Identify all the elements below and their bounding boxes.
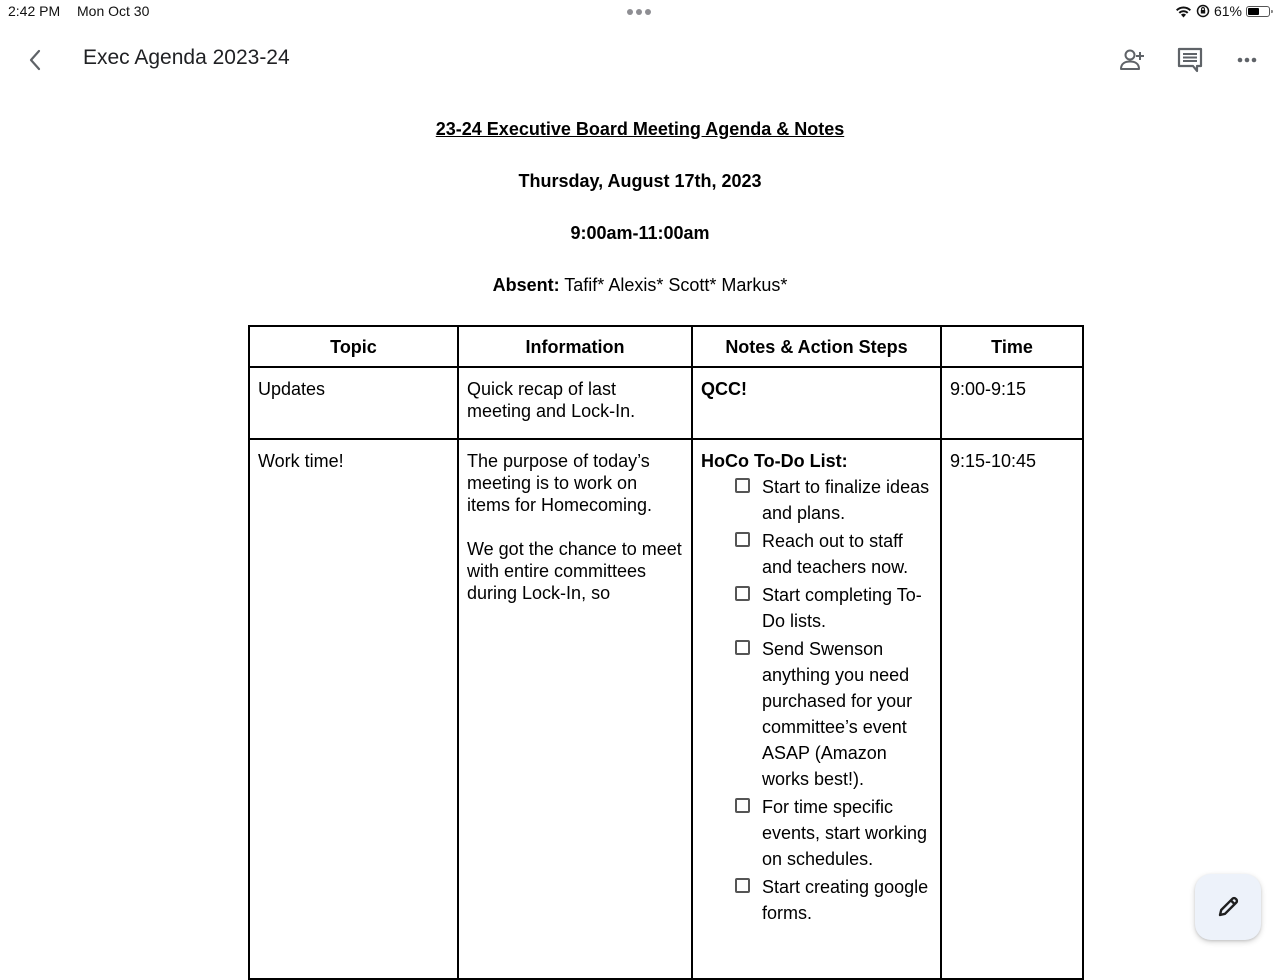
cell-topic: Work time!: [249, 439, 458, 979]
cell-information: Quick recap of last meeting and Lock-In.: [458, 367, 692, 439]
absent-label: Absent:: [492, 275, 560, 295]
header-time: Time: [941, 326, 1083, 367]
todo-text: Send Swenson anything you need purchased for your committee’s event ASAP (Amazon works best!).: [762, 639, 913, 789]
agenda-table: [248, 325, 1084, 980]
status-date: Mon Oct 30: [77, 3, 150, 19]
status-indicators: [1175, 3, 1270, 19]
info-paragraph: The purpose of today’s meeting is to work on items for Homecoming.: [467, 451, 653, 515]
multitasking-dots-icon[interactable]: [627, 9, 651, 15]
header-notes: Notes & Action Steps: [692, 326, 941, 367]
cell-topic: Updates: [249, 367, 458, 439]
battery-icon: [1246, 6, 1270, 17]
meeting-time: 9:00am-11:00am: [570, 223, 710, 243]
battery-percent: 61%: [1213, 3, 1242, 19]
cell-time: 9:00-9:15: [941, 367, 1083, 439]
todo-text: Reach out to staff and teachers now.: [762, 531, 909, 577]
meeting-date: Thursday, August 17th, 2023: [518, 171, 762, 191]
checkbox[interactable]: [735, 478, 750, 493]
todo-item: [735, 528, 932, 580]
todo-text: For time specific events, start working on schedules.: [762, 797, 928, 869]
checkbox[interactable]: [735, 532, 750, 547]
todo-item: [735, 582, 932, 634]
absent-names: Tafif* Alexis* Scott* Markus*: [564, 275, 788, 295]
doc-heading: 23-24 Executive Board Meeting Agenda & Notes: [435, 119, 845, 139]
share-person-add-icon[interactable]: [1118, 45, 1148, 75]
orientation-lock-icon: [1196, 4, 1210, 18]
table-header-row: [249, 326, 1083, 367]
wifi-icon: [1175, 5, 1192, 18]
todo-text: Start to finalize ideas and plans.: [762, 477, 930, 523]
checkbox[interactable]: [735, 798, 750, 813]
checkbox[interactable]: [735, 640, 750, 655]
notes-heading: QCC!: [701, 379, 747, 399]
header-information: Information: [458, 326, 692, 367]
cell-information: [458, 439, 692, 979]
table-row: [249, 367, 1083, 439]
todo-item: [735, 474, 932, 526]
app-bar: [0, 36, 1280, 82]
edit-pencil-icon: [1213, 892, 1243, 922]
checkbox[interactable]: [735, 586, 750, 601]
cell-notes: [692, 439, 941, 979]
todo-item: [735, 874, 932, 926]
cell-time: 9:15-10:45: [941, 439, 1083, 979]
comment-icon[interactable]: [1175, 45, 1205, 75]
todo-item: [735, 794, 932, 872]
notes-heading: HoCo To-Do List:: [701, 451, 848, 471]
table-row: [249, 439, 1083, 979]
status-time: 2:42 PM: [8, 3, 61, 19]
todo-text: Start completing To-Do lists.: [762, 585, 922, 631]
cell-notes: [692, 367, 941, 439]
status-bar: [0, 0, 1280, 24]
info-paragraph: We got the chance to meet with entire committees during Lock-In, so: [467, 539, 682, 603]
absent-line: [0, 275, 1280, 296]
todo-list: [701, 474, 932, 926]
todo-text: Start creating google forms.: [762, 877, 929, 923]
header-topic: Topic: [249, 326, 458, 367]
document-title: Exec Agenda 2023-24: [83, 46, 290, 69]
checkbox[interactable]: [735, 878, 750, 893]
back-icon[interactable]: [22, 46, 50, 74]
todo-item: [735, 636, 932, 792]
edit-button[interactable]: [1195, 874, 1261, 940]
more-icon[interactable]: [1232, 45, 1262, 75]
